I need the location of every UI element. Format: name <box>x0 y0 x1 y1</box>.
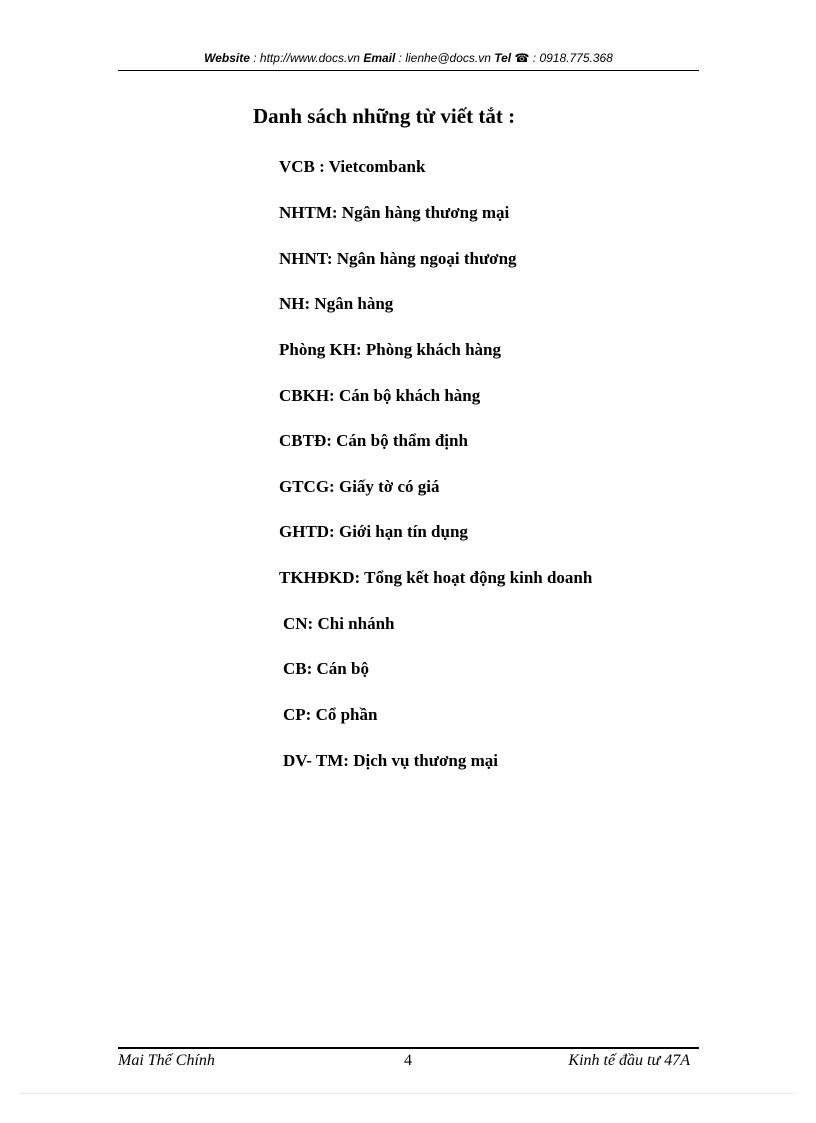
email-label: Email <box>363 51 396 65</box>
website-value: : http://www.docs.vn <box>249 51 364 65</box>
website-label: Website <box>204 51 250 65</box>
header-divider <box>118 70 699 71</box>
abbreviation-item: CB: Cán bộ <box>283 659 369 678</box>
abbreviation-item: CP: Cổ phần <box>283 705 378 724</box>
tel-value: : 0918.775.368 <box>529 51 613 65</box>
abbreviation-item: CN: Chi nhánh <box>283 614 395 633</box>
abbreviation-item: TKHĐKD: Tổng kết hoạt động kinh doanh <box>279 568 593 587</box>
page-header <box>118 50 699 66</box>
abbreviation-item: CBKH: Cán bộ khách hàng <box>279 386 481 405</box>
page-number: 4 <box>404 1052 412 1069</box>
abbreviation-item: NH: Ngân hàng <box>279 294 394 313</box>
footer-divider <box>118 1047 699 1049</box>
page-title: Danh sách những từ viết tắt : <box>253 104 516 128</box>
abbreviation-item: VCB : Vietcombank <box>279 157 426 176</box>
email-value: : lienhe@docs.vn <box>395 51 495 65</box>
tel-label: Tel <box>494 51 512 65</box>
footer-class: Kinh tế đầu tư 47A <box>568 1052 690 1069</box>
abbreviation-item: NHTM: Ngân hàng thương mại <box>279 203 510 222</box>
abbreviation-item: NHNT: Ngân hàng ngoại thương <box>279 249 517 268</box>
abbreviation-item: Phòng KH: Phòng khách hàng <box>279 340 502 359</box>
abbreviation-item: DV- TM: Dịch vụ thương mại <box>283 751 498 770</box>
footer-author: Mai Thế Chính <box>118 1052 215 1069</box>
abbreviation-item: CBTĐ: Cán bộ thẩm định <box>279 431 468 450</box>
abbreviation-item: GHTD: Giới hạn tín dụng <box>279 522 468 541</box>
page-bottom-edge <box>20 1093 796 1094</box>
phone-icon: ☎ <box>514 51 530 65</box>
abbreviation-item: GTCG: Giấy tờ có giá <box>279 477 440 496</box>
